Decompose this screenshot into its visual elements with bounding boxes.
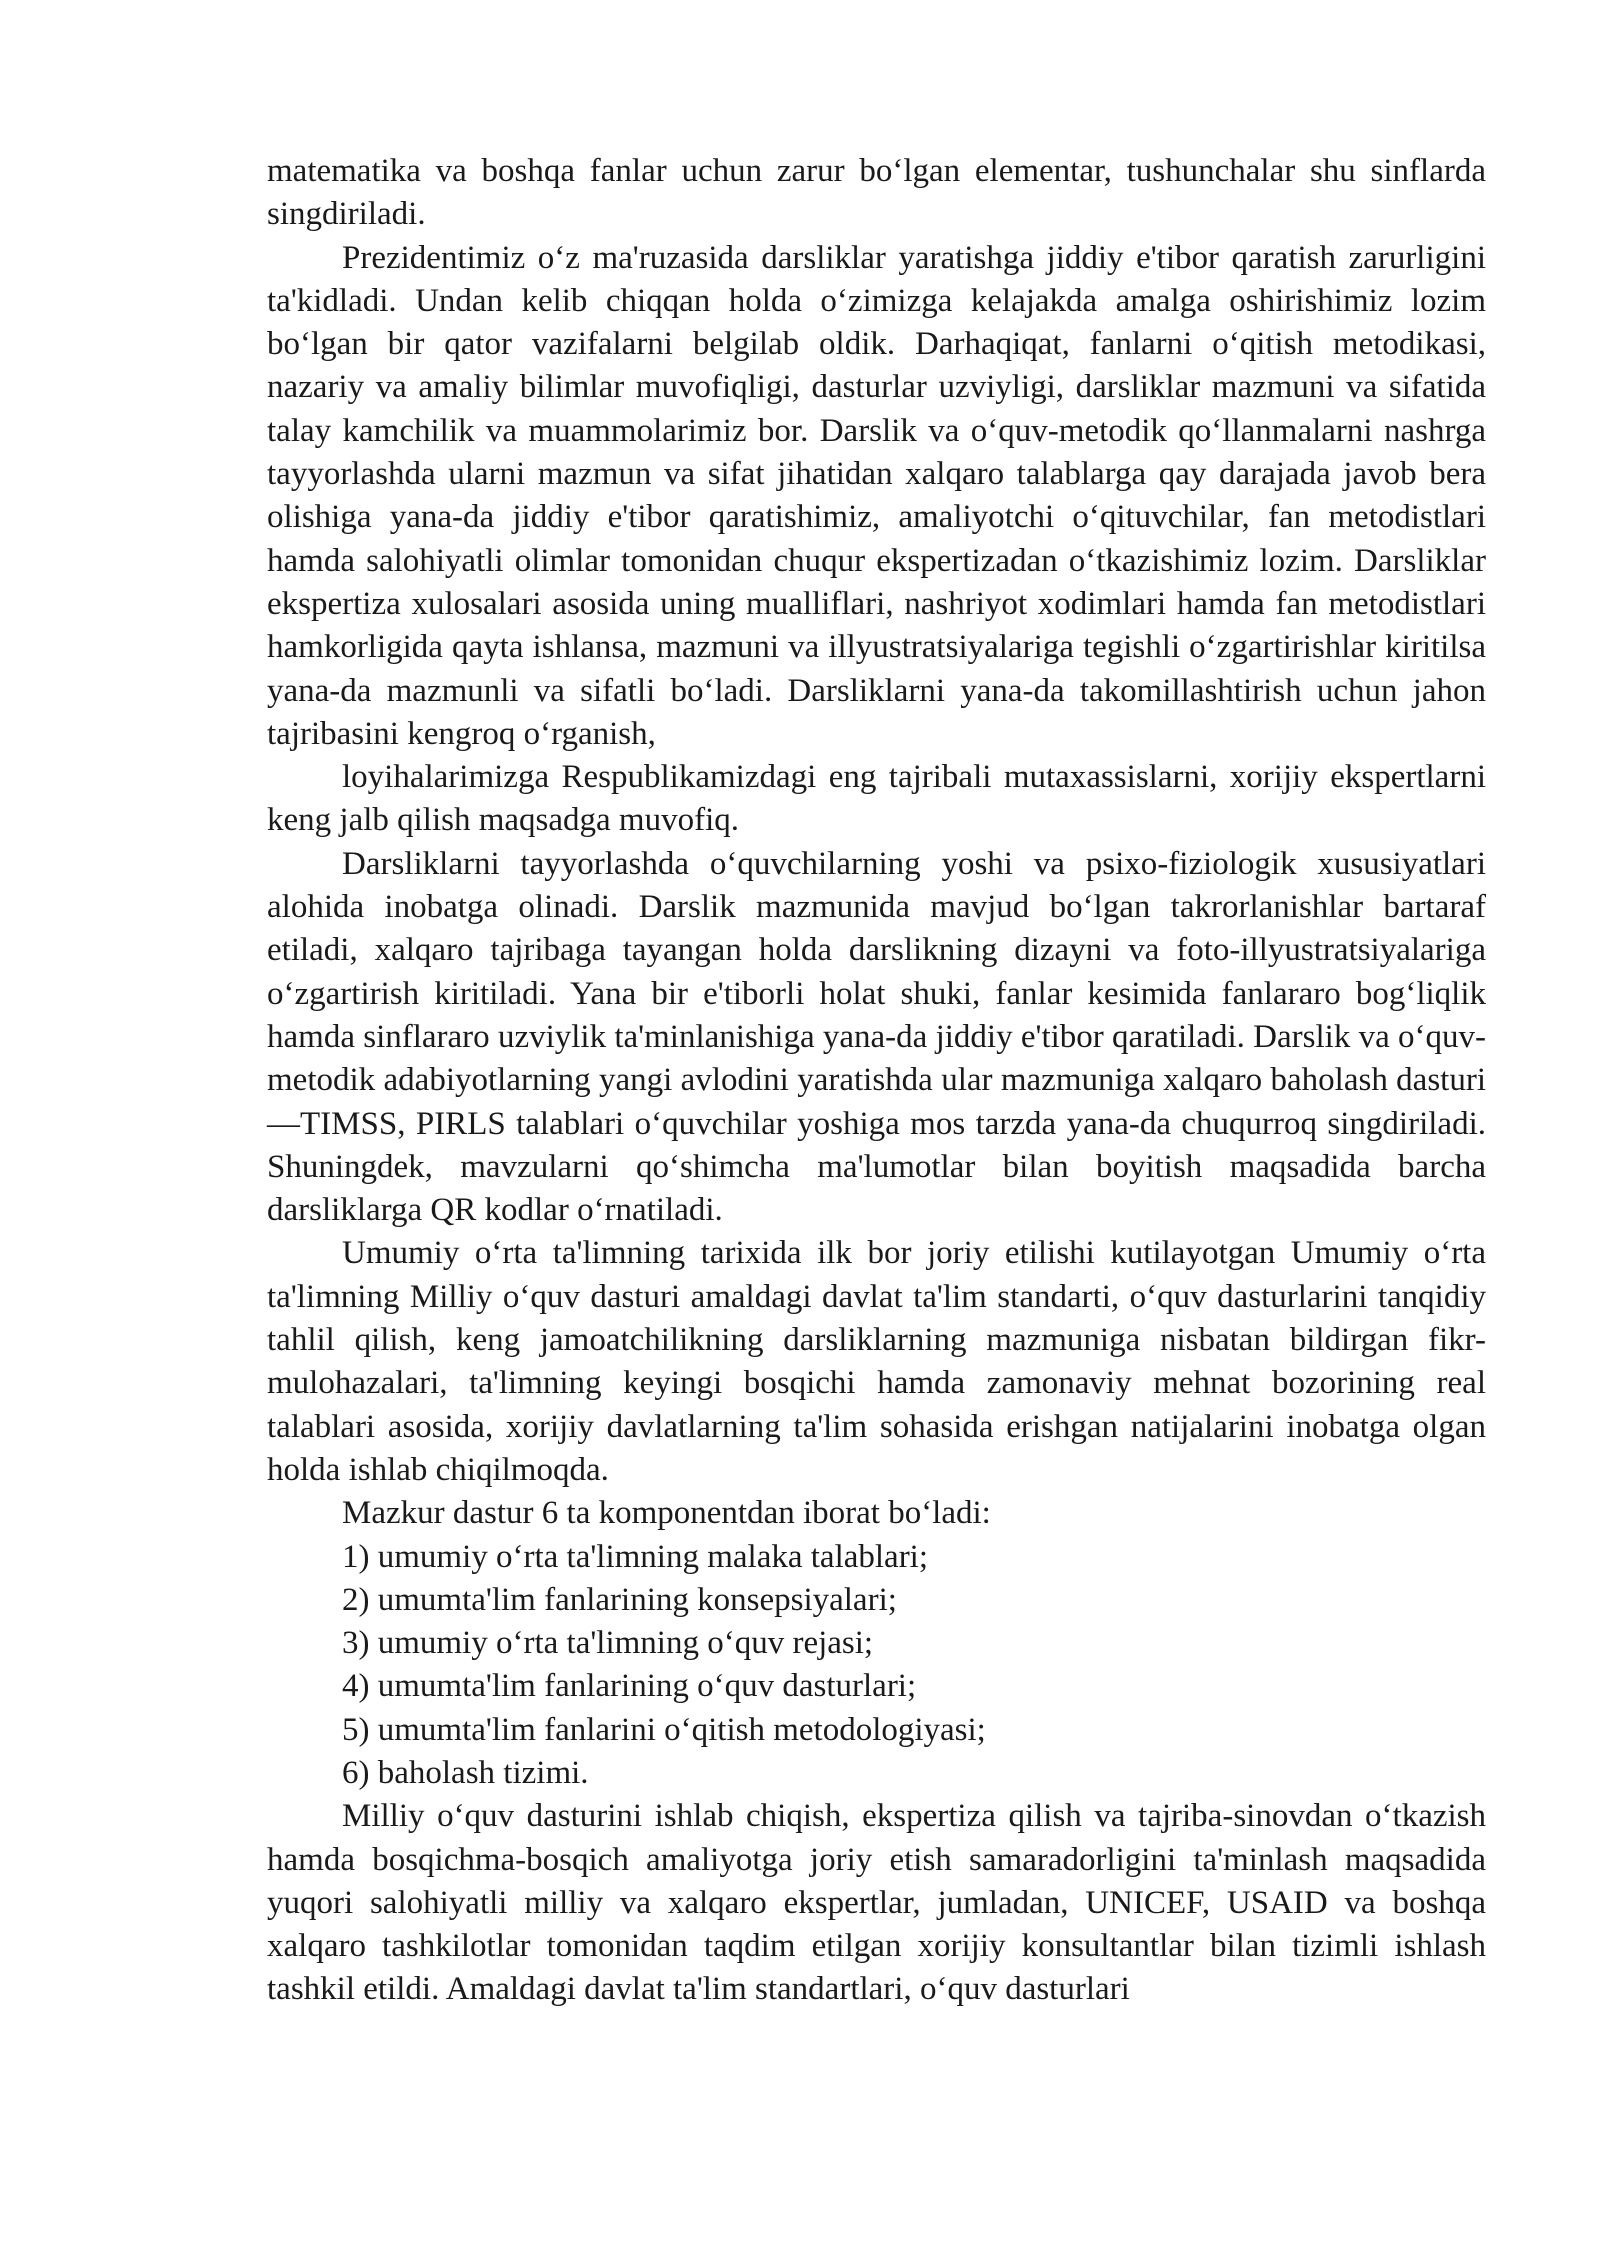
list-item-component-5: 5) umumta'lim fanlarini o‘qitish metodologiyasi; <box>342 1711 986 1748</box>
list-item-component-1: 1) umumiy o‘rta ta'limning malaka talablari; <box>342 1538 929 1575</box>
list-item-component-6: 6) baholash tizimi. <box>342 1754 589 1791</box>
paragraph-national-curriculum: Umumiy o‘rta ta'limning tarixida ilk bor joriy etilishi kutilayotgan Umumiy o‘rta ta'limning Milliy o‘quv dasturi amaldagi davlat ta'lim standarti, o‘quv dasturlarini tanqidiy tahlil qilish, keng jamoatchilikning darsliklarning mazmuniga nisbatan bildirgan fikr-mulohazalari, ta'limning keyingi bosqichi hamda zamonaviy mehnat bozorining real talablari asosida, xorijiy davlatlarning ta'lim sohasida erishgan natijalarini inobatga olgan holda ishlab chiqilmoqda. <box>267 1235 1486 1488</box>
list-item-component-3: 3) umumiy o‘rta ta'limning o‘quv rejasi; <box>342 1625 874 1662</box>
paragraph-curriculum-development: Milliy o‘quv dasturini ishlab chiqish, ekspertiza qilish va tajriba-sinovdan o‘tkazish hamda bosqichma-bosqich amaliyotga joriy etish samaradorligini ta'minlash maqsadida yuqori salohiyatli milliy va xalqaro ekspertlar, jumladan, UNICEF, USAID va boshqa xalqaro tashkilotlar tomonidan taqdim etilgan xorijiy konsultantlar bilan tizimli ishlash tashkil etildi. Amaldagi davlat ta'lim standartlari, o‘quv dasturlari <box>267 1798 1486 2008</box>
list-item-component-4: 4) umumta'lim fanlarining o‘quv dasturlari; <box>342 1668 917 1705</box>
paragraph-experts-involvement: loyihalarimizga Respublikamizdagi eng tajribali mutaxassislarni, xorijiy ekspertlarni keng jalb qilish maqsadga muvofiq. <box>267 759 1486 839</box>
document-page <box>267 150 1486 2012</box>
paragraph-components-intro: Mazkur dastur 6 ta komponentdan iborat bo‘ladi: <box>342 1495 991 1532</box>
paragraph-textbook-preparation: Darsliklarni tayyorlashda o‘quvchilarning yoshi va psixo-fiziologik xususiyatlari alohida inobatga olinadi. Darslik mazmunida mavjud bo‘lgan takrorlanishlar bartaraf etiladi, xalqaro tajribaga tayangan holda darslikning dizayni va foto-illyustratsiyalariga o‘zgartirish kiritiladi. Yana bir e'tiborli holat shuki, fanlar kesimida fanlararo bog‘liqlik hamda sinflararo uzviylik ta'minlanishiga yana-da jiddiy e'tibor qaratiladi. Darslik va o‘quv-metodik adabiyotlarning yangi avlodini yaratishda ular mazmuniga xalqaro baholash dasturi ―TIMSS, PIRLS talablari o‘quvchilar yoshiga mos tarzda yana-da chuqurroq singdiriladi. Shuningdek, mavzularni qo‘shimcha ma'lumotlar bilan boyitish maqsadida barcha darsliklarga QR kodlar o‘rnatiladi. <box>267 845 1486 1229</box>
paragraph-textbooks-president: Prezidentimiz o‘z ma'ruzasida darsliklar yaratishga jiddiy e'tibor qaratish zarurligini ta'kidladi. Undan kelib chiqqan holda o‘zimizga kelajakda amalga oshirishimiz lozim bo‘lgan bir qator vazifalarni belgilab oldik. Darhaqiqat, fanlarni o‘qitish metodikasi, nazariy va amaliy bilimlar muvofiqligi, dasturlar uzviyligi, darsliklar mazmuni va sifatida talay kamchilik va muammolarimiz bor. Darslik va o‘quv-metodik qo‘llanmalarni nashrga tayyorlashda ularni mazmun va sifat jihatidan xalqaro talablarga qay darajada javob bera olishiga yana-da jiddiy e'tibor qaratishimiz, amaliyotchi o‘qituvchilar, fan metodistlari hamda salohiyatli olimlar tomonidan chuqur ekspertizadan o‘tkazishimiz lozim. Darsliklar ekspertiza xulosalari asosida uning mualliflari, nashriyot xodimlari hamda fan metodistlari hamkorligida qayta ishlansa, mazmuni va illyustratsiyalariga tegishli o‘zgartirishlar kiritilsa yana-da mazmunli va sifatli bo‘ladi. Darsliklarni yana-da takomillashtirish uchun jahon tajribasini kengroq o‘rganish, <box>267 239 1486 752</box>
list-item-component-2: 2) umumta'lim fanlarining konsepsiyalari; <box>342 1581 897 1618</box>
paragraph-continuation: matematika va boshqa fanlar uchun zarur bo‘lgan elementar, tushunchalar shu sinflarda singdiriladi. <box>267 153 1486 233</box>
